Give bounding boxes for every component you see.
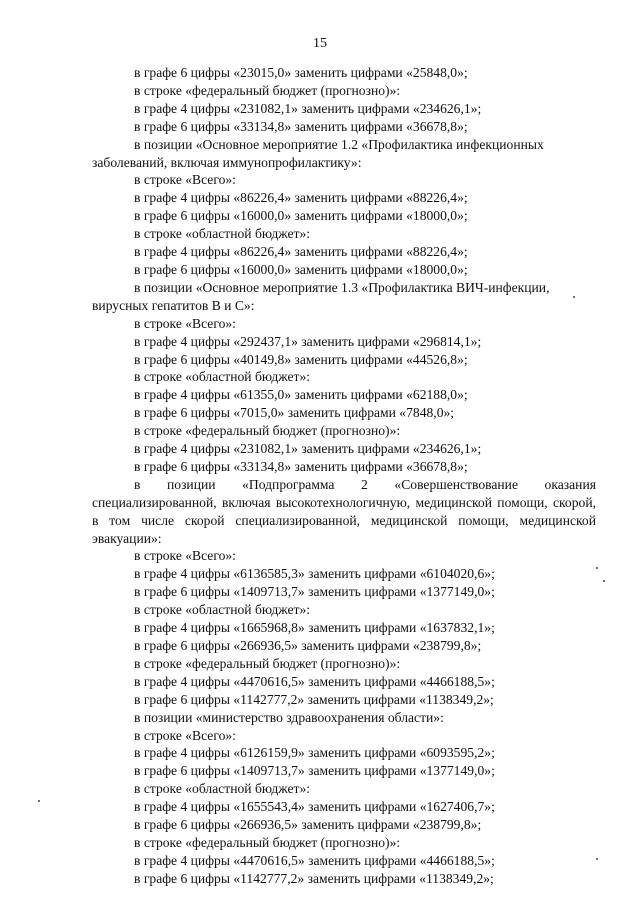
text-line: в позиции «министерство здравоохранения области»:: [134, 709, 444, 725]
text-line: в строке «федеральный бюджет (прогнозно)»:: [134, 655, 401, 671]
text-line: в графе 4 цифры «292437,1» заменить цифрами «296814,1»;: [134, 333, 482, 349]
text-line: в графе 4 цифры «231082,1» заменить цифрами «234626,1»;: [134, 100, 482, 116]
page-number: 15: [313, 36, 327, 51]
text-line: в строке «областной бюджет»:: [134, 369, 311, 385]
text-line: в строке «Всего»:: [134, 172, 236, 188]
scan-speck: [596, 858, 598, 860]
text-line: в графе 4 цифры «231082,1» заменить цифрами «234626,1»;: [134, 441, 482, 457]
text-line: в графе 4 цифры «1655543,4» заменить цифрами «1627406,7»;: [134, 799, 495, 815]
text-line: в строке «федеральный бюджет (прогнозно)»:: [134, 834, 401, 850]
text-line: вирусных гепатитов В и С»:: [92, 297, 255, 313]
text-line: в графе 4 цифры «6136585,3» заменить цифрами «6104020,6»;: [134, 566, 495, 582]
text-line: в графе 6 цифры «266936,5» заменить цифрами «238799,8»;: [134, 817, 482, 833]
scan-speck: [596, 567, 598, 569]
text-line: в строке «областной бюджет»:: [134, 602, 311, 618]
text-line: в графе 6 цифры «266936,5» заменить цифрами «238799,8»;: [134, 638, 482, 653]
text-line: в строке «областной бюджет»:: [134, 226, 311, 242]
scan-speck: [38, 800, 40, 802]
text-line: в графе 4 цифры «4470616,5» заменить цифрами «4466188,5»;: [134, 852, 495, 868]
text-line: в строке «Всего»:: [134, 548, 236, 564]
text-line: в позиции «Основное мероприятие 1.2 «Профилактика инфекционных: [134, 136, 544, 152]
text-line: в строке «федеральный бюджет (прогнозно)»:: [134, 82, 401, 98]
text-line: в строке «федеральный бюджет (прогнозно)»:: [134, 423, 401, 439]
text-line: в графе 6 цифры «1142777,2» заменить цифрами «1138349,2»;: [134, 870, 494, 886]
text-line: заболеваний, включая иммунопрофилактику»:: [92, 154, 362, 170]
scan-speck: [573, 296, 575, 298]
text-line: в строке «областной бюджет»:: [134, 781, 311, 797]
text-line: в графе 6 цифры «33134,8» заменить цифрами «36678,8»;: [134, 118, 468, 134]
text-line: в графе 4 цифры «86226,4» заменить цифрами «88226,4»;: [134, 244, 468, 260]
text-line: в графе 4 цифры «1665968,8» заменить цифрами «1637832,1»;: [134, 620, 495, 636]
text-line: в графе 4 цифры «4470616,5» заменить цифрами «4466188,5»;: [134, 673, 495, 689]
text-line: в позиции «Основное мероприятие 1.3 «Профилактика ВИЧ-инфекции,: [134, 279, 550, 295]
text-line: в графе 4 цифры «61355,0» заменить цифрами «62188,0»;: [134, 387, 468, 403]
scan-speck: [603, 580, 605, 582]
text-line: в графе 6 цифры «23015,0» заменить цифрами «25848,0»;: [134, 65, 468, 80]
text-line: в графе 6 цифры «33134,8» заменить цифрами «36678,8»;: [134, 458, 468, 474]
text-line: в графе 6 цифры «1142777,2» заменить цифрами «1138349,2»;: [134, 691, 494, 707]
text-line: в графе 6 цифры «16000,0» заменить цифрами «18000,0»;: [134, 208, 468, 224]
text-line: в графе 6 цифры «1409713,7» заменить цифрами «1377149,0»;: [134, 763, 495, 779]
text-line: в строке «Всего»:: [134, 727, 236, 743]
text-line: в графе 4 цифры «6126159,9» заменить цифрами «6093595,2»;: [134, 745, 495, 761]
text-line: в строке «Всего»:: [134, 315, 236, 331]
document-body: [92, 64, 596, 888]
text-paragraph: в позиции «Подпрограмма 2 «Совершенствование оказания специализированной, включая высокотехнологичную, медицинской помощи, скорой, в том числе скорой специализированной, медицинской помощи, медицинской эвакуации»:: [92, 476, 596, 546]
text-line: в графе 6 цифры «16000,0» заменить цифрами «18000,0»;: [134, 261, 468, 277]
text-line: в графе 6 цифры «7015,0» заменить цифрами «7848,0»;: [134, 405, 455, 421]
text-line: в графе 6 цифры «40149,8» заменить цифрами «44526,8»;: [134, 351, 468, 367]
text-line: в графе 4 цифры «86226,4» заменить цифрами «88226,4»;: [134, 190, 468, 206]
text-line: в графе 6 цифры «1409713,7» заменить цифрами «1377149,0»;: [134, 584, 495, 600]
